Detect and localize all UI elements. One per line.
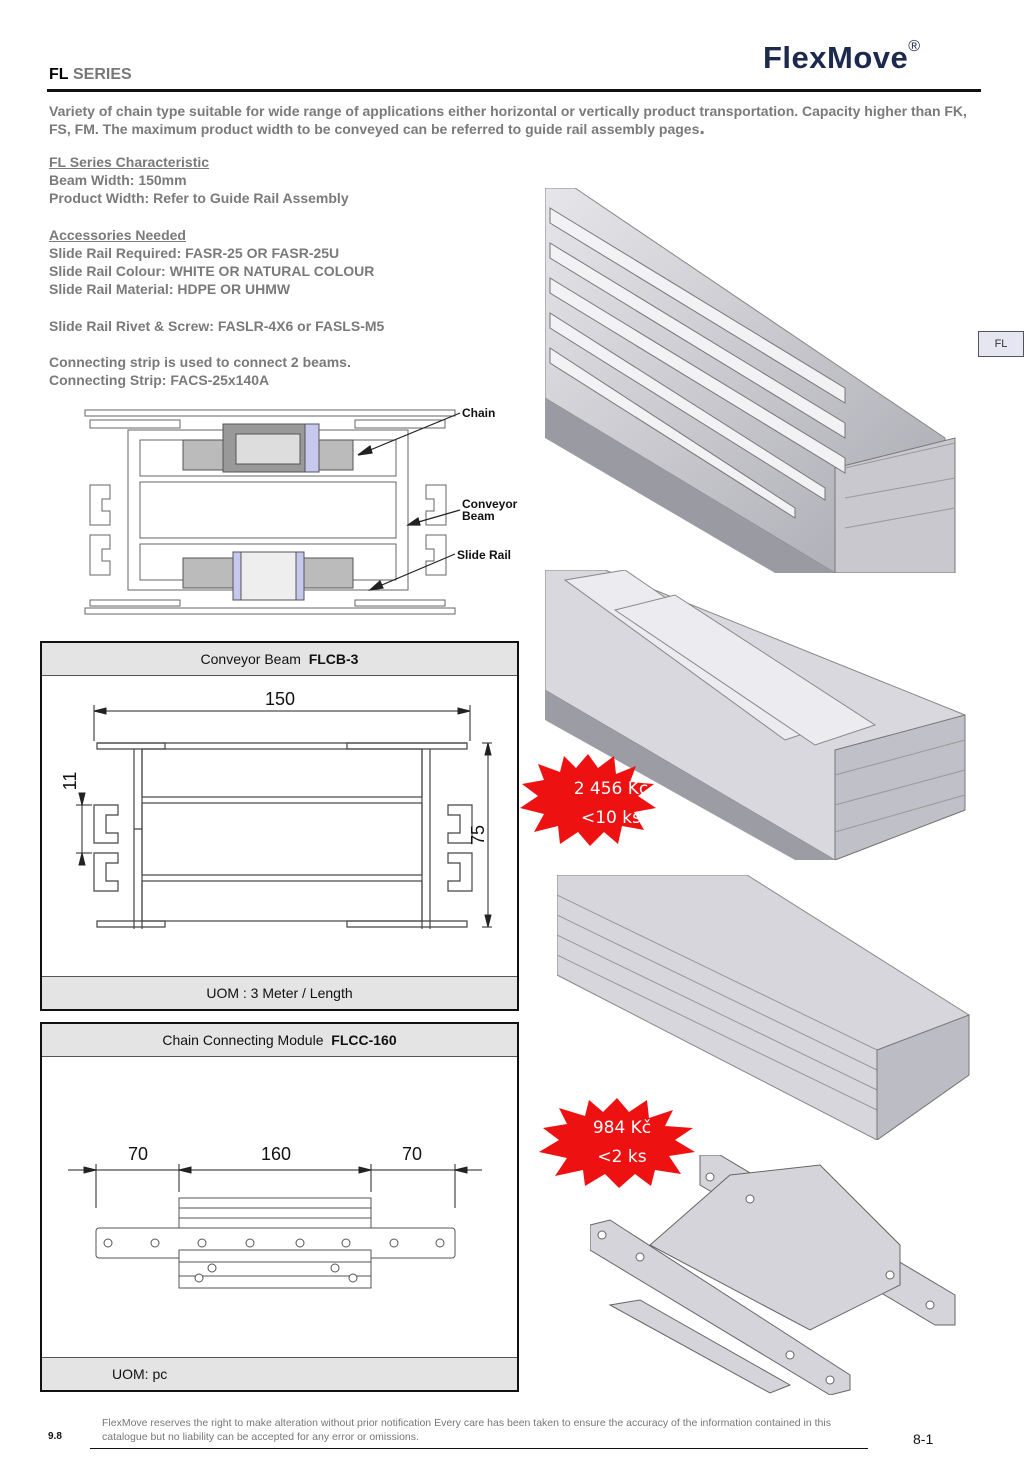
spec-line: Beam Width: 150mm [49, 172, 187, 189]
price-tag-1 [541, 775, 681, 833]
uom-label: UOM: pc [42, 1357, 517, 1390]
uom-label: UOM : 3 Meter / Length [42, 976, 517, 1009]
spec-list [49, 153, 519, 390]
characteristic-heading: FL Series Characteristic [49, 154, 210, 170]
footer-section-number: 9.8 [48, 1431, 62, 1442]
label-chain: Chain [462, 406, 496, 420]
footer-disclaimer: FlexMove reserves the right to make alteration without prior notification Every care has been taken to ensure the accuracy of the information contained in this catalogue but no liability can be accepted for any error or omissions. [102, 1417, 831, 1443]
flexmove-logo: FlexMove® [763, 37, 921, 75]
spec-line: Slide Rail Colour: WHITE OR NATURAL COLOUR [49, 263, 375, 280]
spec-line: Product Width: Refer to Guide Rail Assembly [49, 190, 349, 207]
intro-paragraph: Variety of chain type suitable for wide range of applications either horizontal or vertically product transportation. Capacity higher than FK, FS, FM. The maximum product width to be conveyed can be referred to guide rail assembly pages. [49, 103, 967, 139]
dim-left: 70 [127, 1144, 149, 1164]
chain-beam-photo-1 [545, 188, 965, 573]
spec-line: Connecting strip is used to connect 2 beams. [49, 354, 351, 371]
dim-right: 70 [401, 1144, 423, 1164]
conveyor-beam-panel [40, 641, 519, 1011]
dim-mid: 160 [260, 1144, 292, 1164]
panel-header: Chain Connecting Module FLCC-160 [42, 1024, 517, 1057]
stock: <2 ks [597, 1147, 647, 1167]
label-conveyor: Conveyor [462, 497, 518, 511]
cross-section-diagram [80, 400, 530, 625]
label-slide-rail: Slide Rail [457, 548, 512, 562]
panel-header: Conveyor Beam FLCB-3 [42, 643, 517, 676]
accessories-heading: Accessories Needed [49, 226, 186, 243]
spec-line: Slide Rail Material: HDPE OR UHMW [49, 281, 291, 298]
page-number: 8-1 [913, 1431, 934, 1447]
footer-divider [90, 1448, 868, 1449]
dim-height: 75 [468, 824, 488, 846]
module-dimension-drawing [42, 1058, 517, 1358]
label-beam: Beam [462, 509, 495, 523]
spec-line: Slide Rail Required: FASR-25 OR FASR-25U [49, 245, 340, 261]
section-tab-fl[interactable]: FL [978, 331, 1024, 357]
price: 2 456 Kč [573, 779, 649, 799]
spec-line: Slide Rail Rivet & Screw: FASLR-4X6 or FASLS-M5 [49, 317, 385, 334]
spec-line: Connecting Strip: FACS-25x140A [49, 372, 270, 389]
beam-dimension-drawing [42, 677, 517, 977]
stock: <10 ks [581, 808, 641, 828]
cross-section-drawing [80, 400, 530, 625]
price: 984 Kč [592, 1118, 652, 1138]
connecting-module-panel [40, 1022, 519, 1392]
dim-width: 150 [264, 689, 296, 709]
series-title: FL SERIES [49, 66, 132, 83]
header-divider [47, 89, 981, 92]
connecting-module-photo [590, 1155, 965, 1395]
dim-small: 11 [60, 771, 80, 791]
